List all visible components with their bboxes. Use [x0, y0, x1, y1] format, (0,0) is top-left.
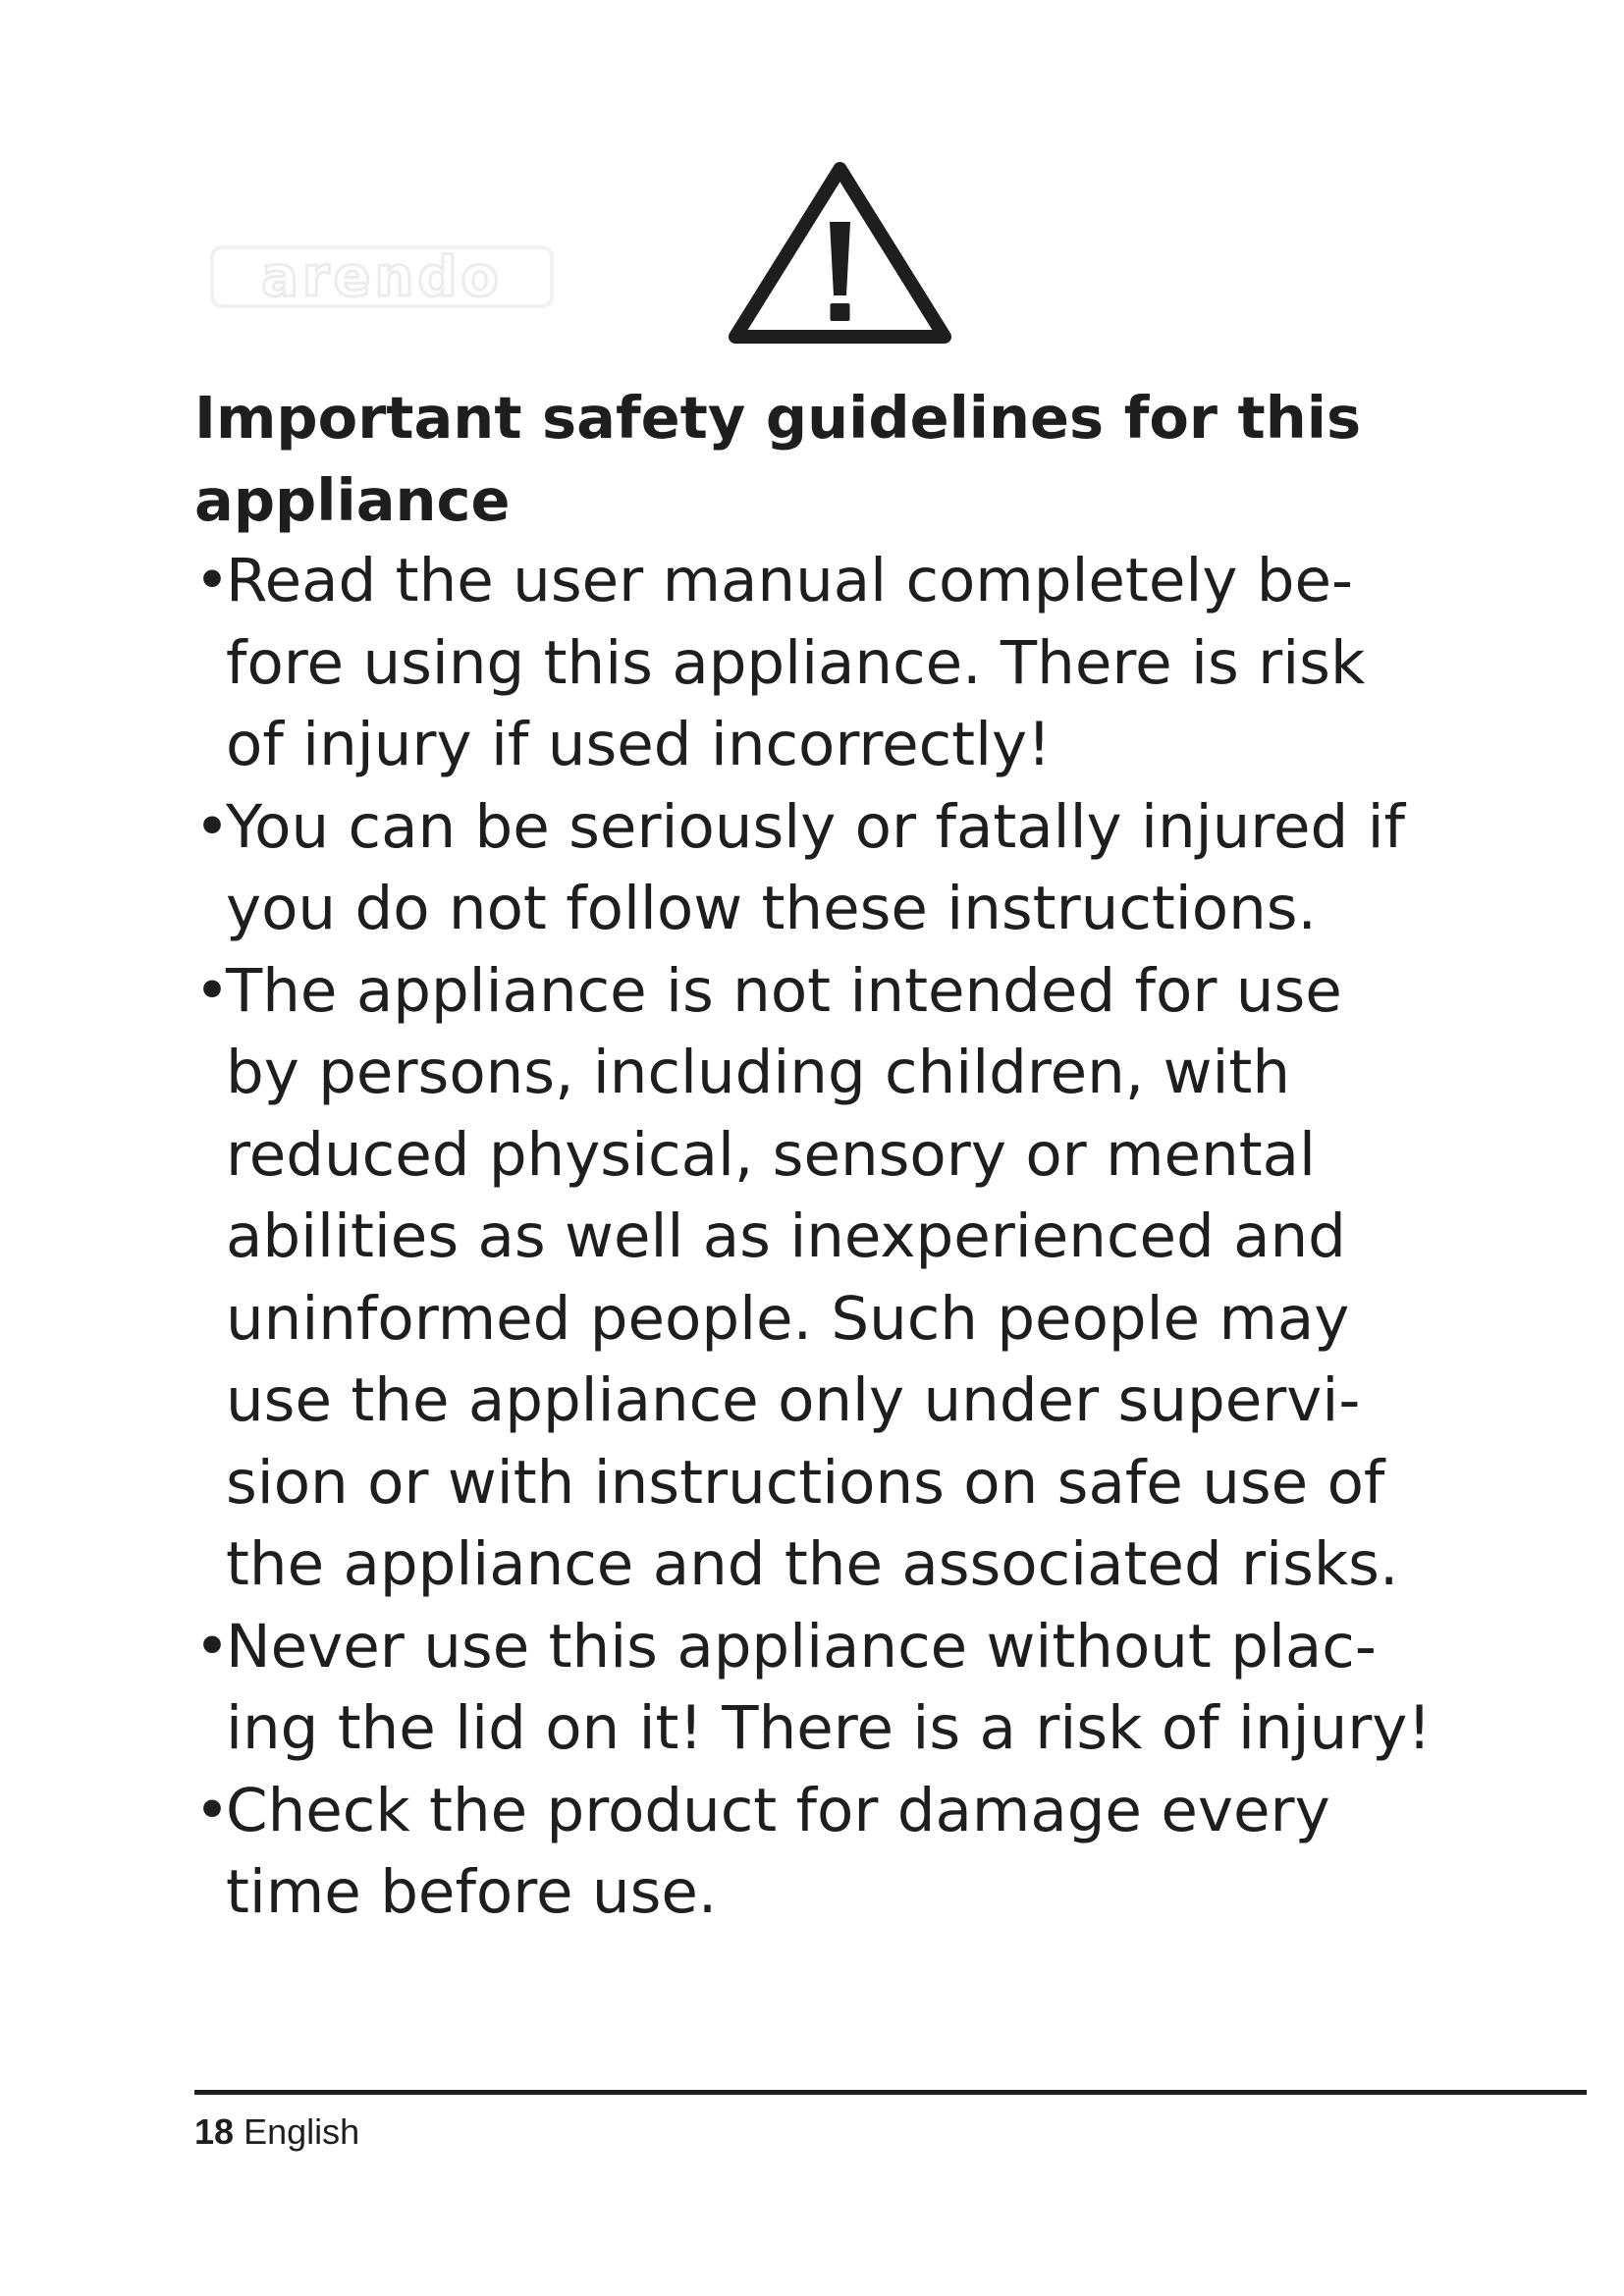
bullet-marker: • — [194, 1611, 230, 1682]
list-item-line: ing the lid on it! There is a risk of injury! — [226, 1693, 1432, 1763]
safety-guidelines-list — [194, 540, 1432, 1934]
list-item — [194, 1606, 1432, 1770]
list-item-line: Never use this appliance without plac- — [226, 1611, 1377, 1682]
list-item — [194, 540, 1432, 786]
list-item-line: sion or with instructions on safe use of — [226, 1447, 1385, 1518]
footer-divider — [194, 2090, 1587, 2095]
list-item-line: use the appliance only under supervi- — [226, 1365, 1361, 1435]
list-item-line: the appliance and the associated risks. — [226, 1529, 1399, 1599]
list-item — [194, 1770, 1432, 1934]
list-item-line: of injury if used incorrectly! — [226, 710, 1052, 779]
brand-watermark-logo — [209, 244, 555, 309]
list-item-line: Read the user manual completely be- — [226, 546, 1354, 615]
list-item — [194, 786, 1432, 950]
list-item-line: reduced physical, sensory or mental — [226, 1119, 1316, 1190]
bullet-marker: • — [194, 1775, 230, 1845]
svg-text:arendo: arendo — [261, 245, 503, 309]
list-item-line: you do not follow these instructions. — [226, 874, 1317, 943]
list-item-line: abilities as well as inexperienced and — [226, 1201, 1346, 1271]
page-number: 18 — [194, 2111, 235, 2152]
page-footer — [194, 2110, 359, 2154]
list-item-line: You can be seriously or fatally injured if — [226, 791, 1406, 862]
footer-language: English — [244, 2111, 360, 2152]
list-item-line: uninformed people. Such people may — [226, 1283, 1350, 1354]
title-line: appliance — [194, 466, 511, 534]
list-item — [194, 950, 1432, 1606]
list-item-line: Check the product for damage every — [226, 1775, 1330, 1845]
bullet-marker: • — [194, 546, 230, 615]
bullet-marker: • — [194, 791, 230, 862]
title-line: Important safety guidelines for this — [194, 384, 1362, 452]
list-item-line: by persons, including children, with — [226, 1038, 1291, 1107]
page-title — [194, 377, 1373, 542]
list-item-line: time before use. — [226, 1857, 718, 1927]
list-item-line: The appliance is not intended for use — [226, 955, 1342, 1026]
list-item-line: fore using this appliance. There is risk — [226, 627, 1366, 698]
bullet-marker: • — [194, 955, 230, 1026]
warning-triangle-icon — [724, 155, 956, 351]
